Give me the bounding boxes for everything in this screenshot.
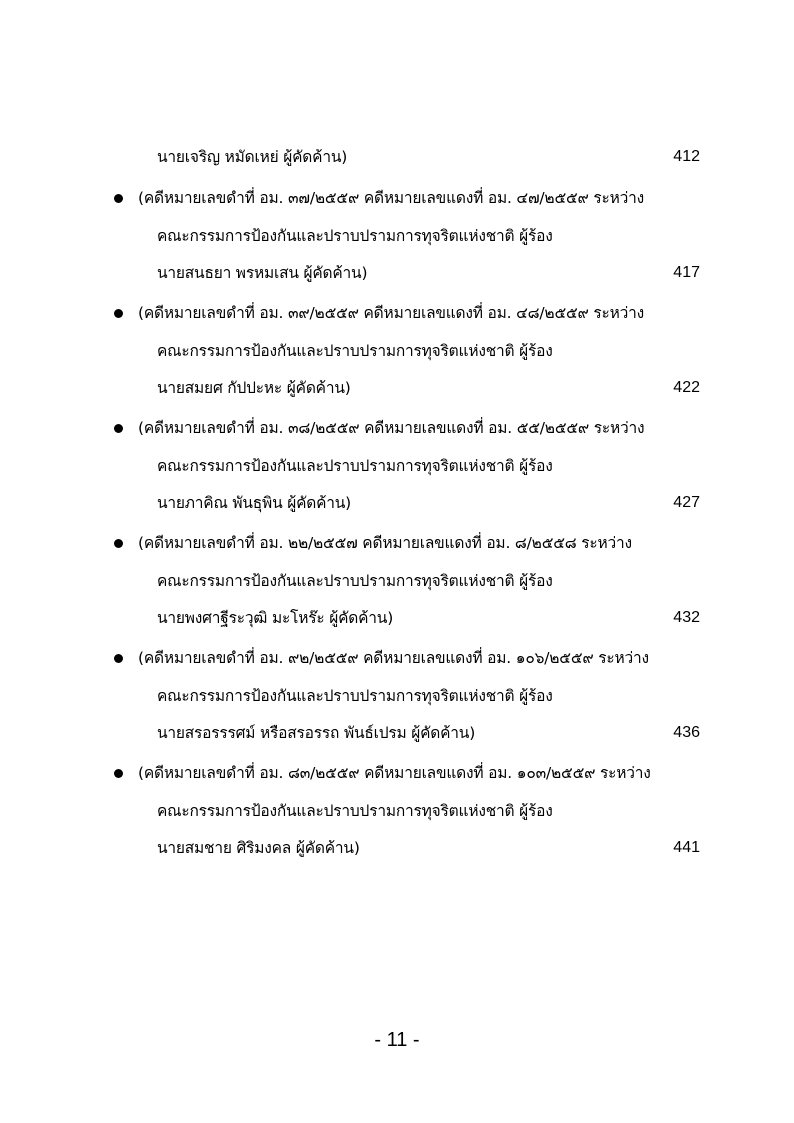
respondent-line: นายสนธยา พรหมเสน ผู้คัดค้าน) [157,264,368,282]
bullet-icon [114,194,123,203]
bullet-icon [114,424,123,433]
page-number-footer: - 11 - [374,1029,420,1051]
page-reference: 417 [673,264,700,281]
page-reference: 432 [673,609,700,626]
respondent-line: นายพงศาฐีระวุฒิ มะโหร๊ะ ผู้คัดค้าน) [157,609,394,627]
page-reference: 427 [673,494,700,511]
bullet-icon [114,539,123,548]
bullet-icon [114,654,123,663]
plaintiff-line: คณะกรรมการป้องกันและปราบปรามการทุจริตแห่งชาติ ผู้ร้อง [157,687,553,705]
respondent-line: นายภาคิณ พันธุพิน ผู้คัดค้าน) [157,494,352,512]
case-number-line: (คดีหมายเลขดำที่ อม. ๓๗/๒๕๕๙ คดีหมายเลขแดงที่ อม. ๔๗/๒๕๕๙ ระหว่าง [138,189,645,207]
case-number-line: (คดีหมายเลขดำที่ อม. ๒๒/๒๕๕๗ คดีหมายเลขแดงที่ อม. ๘/๒๕๕๘ ระหว่าง [138,534,632,552]
page-reference: 422 [673,379,700,396]
respondent-line: นายสรอรรรศม์ หรือสรอรรถ พันธ์เปรม ผู้คัดค้าน) [157,724,476,742]
plaintiff-line: คณะกรรมการป้องกันและปราบปรามการทุจริตแห่งชาติ ผู้ร้อง [157,342,553,360]
plaintiff-line: คณะกรรมการป้องกันและปราบปรามการทุจริตแห่งชาติ ผู้ร้อง [157,227,553,245]
page-reference: 441 [673,839,700,856]
page-reference: 436 [673,724,700,741]
case-number-line: (คดีหมายเลขดำที่ อม. ๓๙/๒๕๕๙ คดีหมายเลขแดงที่ อม. ๔๘/๒๕๕๙ ระหว่าง [138,304,645,322]
plaintiff-line: คณะกรรมการป้องกันและปราบปรามการทุจริตแห่งชาติ ผู้ร้อง [157,457,553,475]
case-number-line: (คดีหมายเลขดำที่ อม. ๓๘/๒๕๕๙ คดีหมายเลขแดงที่ อม. ๕๕/๒๕๕๙ ระหว่าง [138,419,645,437]
respondent-line: นายสมชาย ศิริมงคล ผู้คัดค้าน) [157,839,360,857]
bullet-icon [114,769,123,778]
page-reference: 412 [673,148,700,165]
plaintiff-line: คณะกรรมการป้องกันและปราบปรามการทุจริตแห่งชาติ ผู้ร้อง [157,802,553,820]
respondent-line: นายสมยศ กัปปะหะ ผู้คัดค้าน) [157,379,351,397]
bullet-icon [114,309,123,318]
case-number-line: (คดีหมายเลขดำที่ อม. ๙๒/๒๕๕๙ คดีหมายเลขแดงที่ อม. ๑๐๖/๒๕๕๙ ระหว่าง [138,649,649,667]
respondent-line: นายเจริญ หมัดเหย่ ผู้คัดค้าน) [157,148,348,166]
plaintiff-line: คณะกรรมการป้องกันและปราบปรามการทุจริตแห่งชาติ ผู้ร้อง [157,572,553,590]
case-number-line: (คดีหมายเลขดำที่ อม. ๘๓/๒๕๕๙ คดีหมายเลขแดงที่ อม. ๑๐๓/๒๕๕๙ ระหว่าง [138,764,651,782]
